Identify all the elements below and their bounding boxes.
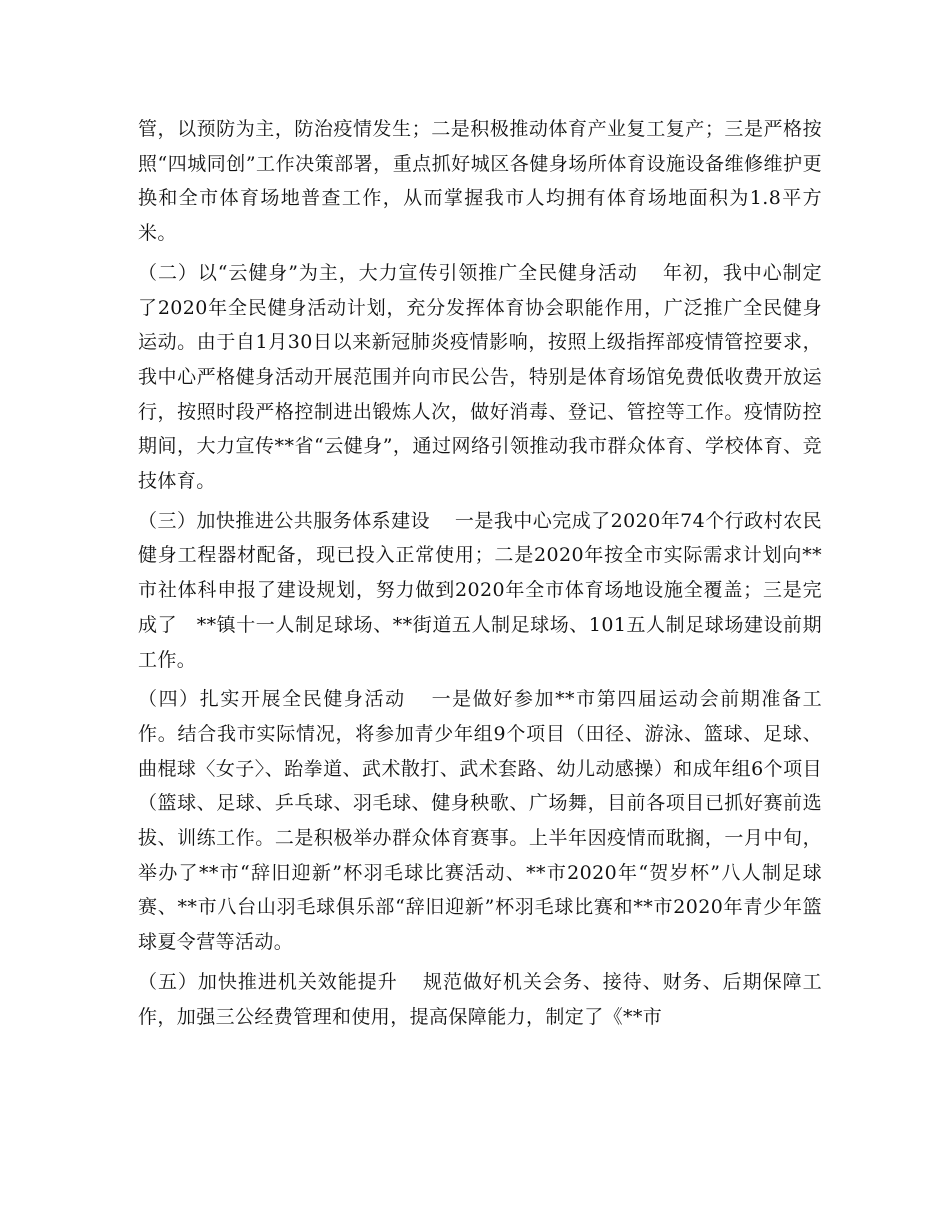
paragraph-2	[138, 256, 822, 499]
paragraph-3-body: 一是我中心完成了2020年74个行政村农民健身工程器材配备，现已投入正常使用；二是2020年按全市实际需求计划向**市社体科申报了建设规划，努力做到2020年全市体育场地设施全覆盖；三是完成了 **镇十一人制足球场、**街道五人制足球场、101五人制足球场建设前期工作。	[138, 509, 822, 671]
paragraph-5-heading: （五）加快推进机关效能提升	[138, 970, 398, 993]
paragraph-2-body: 年初，我中心制定了2020年全民健身活动计划，充分发挥体育协会职能作用，广泛推广全民健身运动。由于自1月30日以来新冠肺炎疫情影响，按照上级指挥部疫情管控要求，我中心严格健身活动开展范围并向市民公告，特别是体育场馆免费低收费开放运行，按照时段严格控制进出锻炼人次，做好消毒、登记、管控等工作。疫情防控期间，大力宣传**省“云健身”，通过网络引领推动我市群众体育、学校体育、竞技体育。	[138, 261, 823, 493]
paragraph-4-body: 一是做好参加**市第四届运动会前期准备工作。结合我市实际情况，将参加青少年组9个项目（田径、游泳、篮球、足球、曲棍球〈女子〉、跆拳道、武术散打、武术套路、幼儿动感操）和成年组6个项目（篮球、足球、乒乓球、羽毛球、健身秧歌、广场舞，目前各项目已抓好赛前选拔、训练工作。二是积极举办群众体育赛事。上半年因疫情而耽搁，一月中旬，举办了**市“辞旧迎新”杯羽毛球比赛活动、**市2020年“贺岁杯”八人制足球赛、**市八台山羽毛球俱乐部“辞旧迎新”杯羽毛球比赛和**市2020年青少年篮球夏令营等活动。	[138, 688, 822, 954]
paragraph-5	[138, 965, 822, 1034]
paragraph-3-heading: （三）加快推进公共服务体系建设	[138, 509, 431, 532]
paragraph-4-heading: （四）扎实开展全民健身活动	[138, 688, 406, 711]
paragraph-3	[138, 504, 822, 678]
paragraph-5-body: 规范做好机关会务、接待、财务、后期保障工作，加强三公经费管理和使用，提高保障能力，制定了《**市	[138, 970, 822, 1028]
paragraph-1	[138, 112, 822, 251]
document-body	[138, 112, 822, 1039]
paragraph-4	[138, 682, 822, 960]
paragraph-1-body: 管，以预防为主，防治疫情发生；二是积极推动体育产业复工复产；三是严格按照“四城同创”工作决策部署，重点抓好城区各健身场所体育设施设备维修维护更换和全市体育场地普查工作，从而掌握我市人均拥有体育场地面积为1.8平方米。	[138, 118, 822, 245]
paragraph-2-heading: （二）以“云健身”为主，大力宣传引领推广全民健身活动	[138, 261, 638, 284]
